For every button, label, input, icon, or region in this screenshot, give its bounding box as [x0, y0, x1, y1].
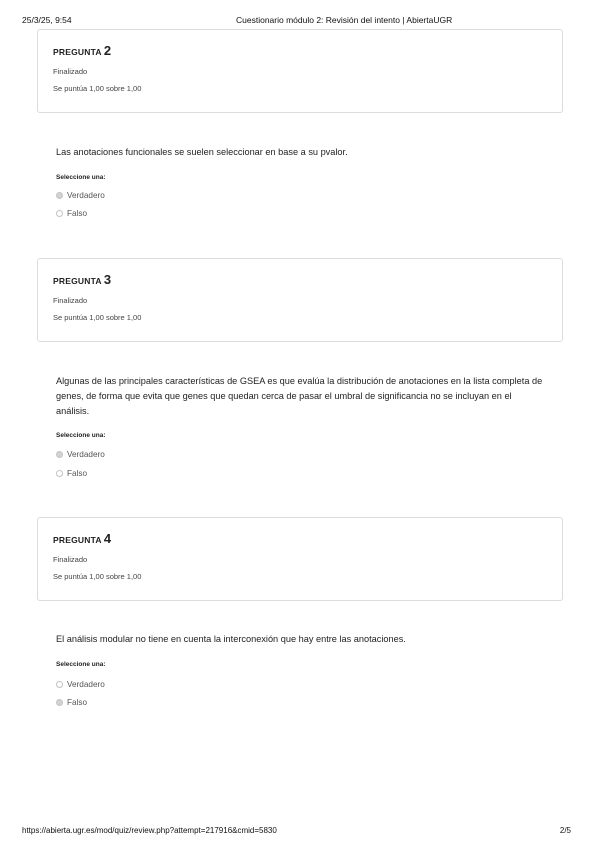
question-heading	[53, 531, 111, 546]
option-label: Verdadero	[67, 680, 105, 689]
question-number: 3	[103, 272, 112, 287]
question-info-box	[37, 29, 563, 113]
question-label: PREGUNTA	[53, 535, 102, 545]
question-label: PREGUNTA	[53, 47, 102, 57]
question-number: 2	[103, 43, 112, 58]
radio-button-icon[interactable]	[56, 470, 63, 477]
question-text: Algunas de las principales características de GSEA es que evalúa la distribución de anotaciones en la lista completa de genes, de forma que evita que genes que quedan cerca de pasar el umbral de significancia no se incluyan en el análisis.	[56, 376, 543, 416]
option-label: Verdadero	[67, 450, 105, 459]
radio-button-icon[interactable]	[56, 681, 63, 688]
question-state: Finalizado	[53, 67, 88, 76]
option-label: Falso	[67, 698, 88, 707]
answer-prompt: Seleccione una:	[56, 432, 106, 439]
question-heading	[53, 272, 111, 287]
question-info-box	[37, 517, 563, 601]
option-verdadero[interactable]	[56, 450, 105, 459]
radio-button-icon[interactable]	[56, 451, 63, 458]
radio-button-icon[interactable]	[56, 699, 63, 706]
question-state: Finalizado	[53, 555, 88, 564]
option-verdadero[interactable]	[56, 680, 105, 689]
print-header-date: 25/3/25, 9:54	[22, 15, 72, 25]
question-grade: Se puntúa 1,00 sobre 1,00	[53, 313, 142, 322]
option-verdadero[interactable]	[56, 191, 105, 200]
question-heading	[53, 43, 111, 58]
option-label: Verdadero	[67, 191, 105, 200]
option-falso[interactable]	[56, 209, 87, 218]
option-falso[interactable]	[56, 698, 87, 707]
radio-button-icon[interactable]	[56, 210, 63, 217]
option-falso[interactable]	[56, 469, 87, 478]
answer-prompt: Seleccione una:	[56, 661, 106, 668]
question-info-box	[37, 258, 563, 342]
option-label: Falso	[67, 469, 88, 478]
print-footer-page-number: 2/5	[559, 826, 571, 835]
option-label: Falso	[67, 209, 88, 218]
answer-prompt: Seleccione una:	[56, 174, 106, 181]
question-grade: Se puntúa 1,00 sobre 1,00	[53, 572, 142, 581]
question-text: El análisis modular no tiene en cuenta la interconexión que hay entre las anotaciones.	[56, 634, 406, 644]
print-header-title: Cuestionario módulo 2: Revisión del intento | AbiertaUGR	[236, 15, 453, 25]
radio-button-icon[interactable]	[56, 192, 63, 199]
question-state: Finalizado	[53, 296, 88, 305]
print-footer-url: https://abierta.ugr.es/mod/quiz/review.php?attempt=217916&cmid=5830	[22, 826, 277, 835]
question-text: Las anotaciones funcionales se suelen seleccionar en base a su pvalor.	[56, 147, 348, 157]
question-number: 4	[103, 531, 112, 546]
question-label: PREGUNTA	[53, 276, 102, 286]
question-grade: Se puntúa 1,00 sobre 1,00	[53, 84, 142, 93]
